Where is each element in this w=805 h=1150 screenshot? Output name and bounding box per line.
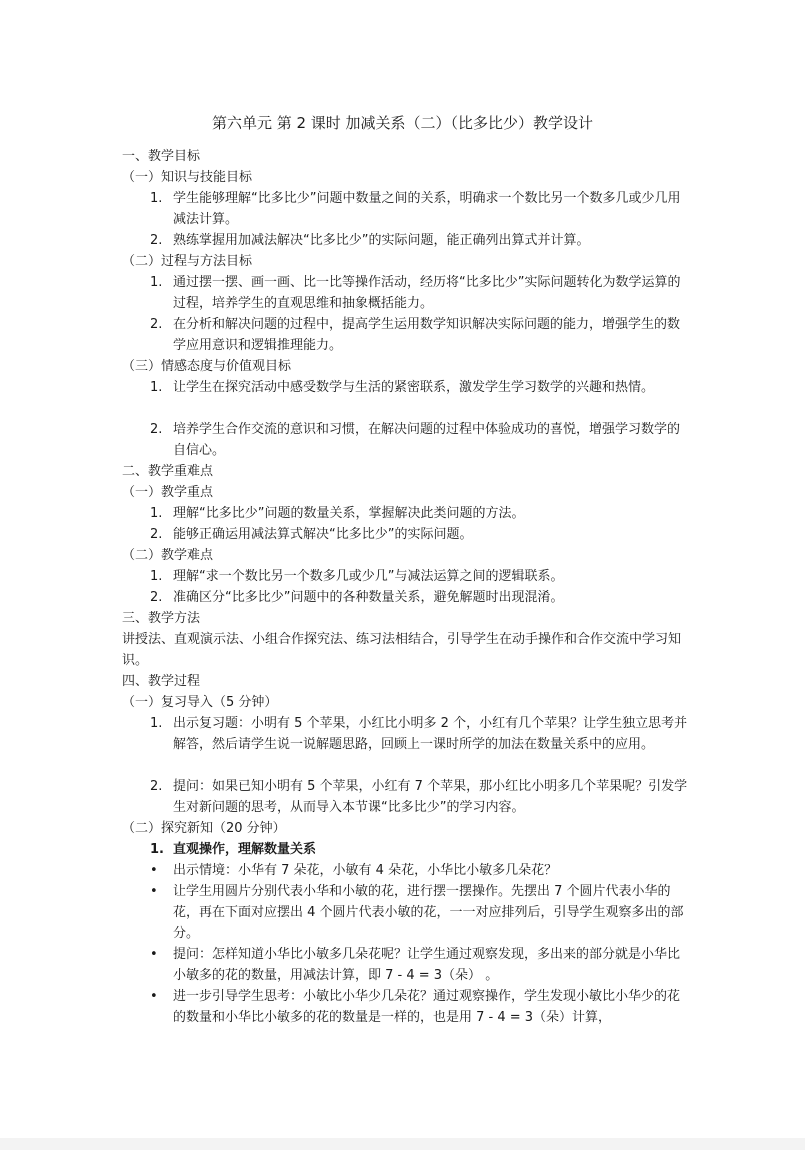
subsection-heading-process: （二）过程与方法目标 <box>122 254 253 269</box>
step-number: 1. <box>150 842 164 857</box>
list-text: 提问：如果已知小明有 5 个苹果，小红有 7 个苹果，那小红比小明多几个苹果呢？引发学生对新问题的思考，从而导入本节课“比多比少”的学习内容。 <box>173 779 688 815</box>
list-number: 2. <box>150 233 163 248</box>
list-number: 2. <box>150 527 163 542</box>
bullet-dot: • <box>150 989 158 1004</box>
list-number: 1. <box>150 380 163 395</box>
list-text: 熟练掌握用加减法解决“比多比少”的实际问题，能正确列出算式并计算。 <box>173 233 590 248</box>
list-text: 学生能够理解“比多比少”问题中数量之间的关系，明确求一个数比另一个数多几或少几用减法计算。 <box>173 191 681 227</box>
bullet-dot: • <box>150 947 158 962</box>
subsection-heading-knowledge: （一）知识与技能目标 <box>122 170 253 185</box>
bullet-text: 进一步引导学生思考：小敏比小华少几朵花？通过观察操作，学生发现小敏比小华少的花的数量和小华比小敏多的花的数量是一样的，也是用 7 - 4 = 3（朵）计算， <box>173 989 681 1025</box>
list-number: 2. <box>150 317 163 332</box>
section-heading-process: 四、教学过程 <box>122 674 201 689</box>
list-number: 2. <box>150 422 163 437</box>
step-text: 直观操作，理解数量关系 <box>173 842 317 857</box>
list-number: 1. <box>150 506 163 521</box>
bullet-text: 出示情境：小华有 7 朵花，小敏有 4 朵花，小华比小敏多几朵花？ <box>173 863 558 878</box>
section-heading-objectives: 一、教学目标 <box>122 149 201 164</box>
list-number: 1. <box>150 275 163 290</box>
section-heading-keypoints: 二、教学重难点 <box>122 464 214 479</box>
bullet-dot: • <box>150 884 158 899</box>
document-title: 第六单元 第 2 课时 加减关系（二）（比多比少）教学设计 <box>211 114 594 132</box>
list-number: 1. <box>150 569 163 584</box>
list-text: 能够正确运用减法算式解决“比多比少”的实际问题。 <box>173 527 473 542</box>
subsection-heading-difficulty: （二）教学难点 <box>122 548 214 563</box>
list-text: 出示复习题：小明有 5 个苹果，小红比小明多 2 个，小红有几个苹果？让学生独立思考并解答，然后请学生说一说解题思路，回顾上一课时所学的加法在数量关系中的应用。 <box>173 716 688 752</box>
list-item <box>150 188 690 230</box>
list-text: 理解“比多比少”问题的数量关系，掌握解决此类问题的方法。 <box>173 506 525 521</box>
section-heading-methods: 三、教学方法 <box>122 611 201 626</box>
list-number: 1. <box>150 191 163 206</box>
bullet-dot: • <box>150 863 158 878</box>
list-text: 理解“求一个数比另一个数多几或少几”与减法运算之间的逻辑联系。 <box>173 569 564 584</box>
list-number: 1. <box>150 716 163 731</box>
subsection-heading-focus: （一）教学重点 <box>122 485 214 500</box>
list-text: 培养学生合作交流的意识和习惯，在解决问题的过程中体验成功的喜悦，增强学习数学的自信心。 <box>173 422 681 458</box>
list-number: 2. <box>150 779 163 794</box>
methods-paragraph: 讲授法、直观演示法、小组合作探究法、练习法相结合，引导学生在动手操作和合作交流中学习知识。 <box>122 632 682 668</box>
list-text: 准确区分“比多比少”问题中的各种数量关系，避免解题时出现混淆。 <box>173 590 564 605</box>
bullet-text: 提问：怎样知道小华比小敏多几朵花呢？让学生通过观察发现，多出来的部分就是小华比小敏多的花的数量，用减法计算，即 7 - 4 = 3（朵） 。 <box>173 947 681 983</box>
list-number: 2. <box>150 590 163 605</box>
list-text: 让学生在探究活动中感受数学与生活的紧密联系，激发学生学习数学的兴趣和热情。 <box>173 380 655 395</box>
subsection-heading-review: （一）复习导入（5 分钟） <box>122 695 278 710</box>
list-text: 在分析和解决问题的过程中，提高学生运用数学知识解决实际问题的能力，增强学生的数学应用意识和逻辑推理能力。 <box>173 317 681 353</box>
subsection-heading-explore: （二）探究新知（20 分钟） <box>122 821 286 836</box>
subsection-heading-attitude: （三）情感态度与价值观目标 <box>122 359 292 374</box>
list-text: 通过摆一摆、画一画、比一比等操作活动，经历将“比多比少”实际问题转化为数学运算的过程，培养学生的直观思维和抽象概括能力。 <box>173 275 681 311</box>
bullet-text: 让学生用圆片分别代表小华和小敏的花，进行摆一摆操作。先摆出 7 个圆片代表小华的花，再在下面对应摆出 4 个圆片代表小敏的花，一一对应排列后，引导学生观察多出的部分。 <box>173 884 684 941</box>
